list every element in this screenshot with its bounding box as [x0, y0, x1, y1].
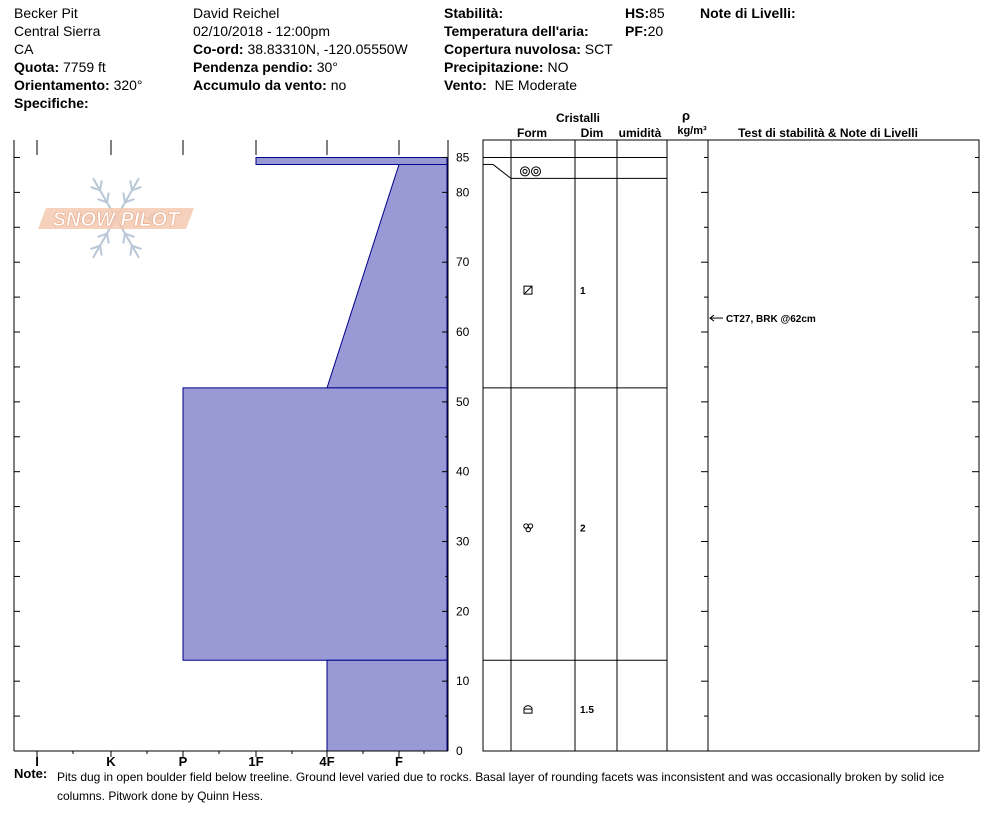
elevation-row: Quota: 7759 ft	[14, 59, 106, 75]
state-name: CA	[14, 41, 34, 57]
y-tick-label-30: 30	[456, 534, 470, 549]
x-tick-label-K: K	[106, 754, 116, 769]
precip-row: Precipitazione: NO	[444, 59, 569, 75]
grain-circle	[526, 527, 530, 531]
slope-value: 30°	[316, 59, 338, 75]
slope-row: Pendenza pendio: 30°	[193, 59, 338, 75]
wind-load-value: no	[330, 77, 347, 93]
surface-circle	[532, 167, 541, 176]
wind-load-row: Accumulo da vento: no	[193, 77, 347, 93]
y-tick-label-10: 10	[456, 674, 470, 689]
logo-text: SNOW PILOT	[52, 209, 180, 231]
elevation-value: 7759 ft	[63, 59, 106, 75]
precip-value: NO	[547, 59, 569, 75]
snowflake-branch	[130, 180, 132, 190]
crystal-size-0: 1	[580, 286, 586, 298]
surface-inner-circle	[523, 169, 527, 173]
y-tick-label-50: 50	[456, 394, 470, 409]
rho-header: ρ	[681, 108, 691, 123]
hs-row: HS:85	[625, 5, 665, 21]
aspect-row: Orientamento: 320°	[14, 77, 143, 93]
rounding-facets-icon	[524, 706, 532, 714]
snowflake-branch	[123, 234, 125, 244]
y-tick-label-60: 60	[456, 325, 470, 340]
dim-header: Dim	[580, 126, 604, 140]
hardness-profile	[183, 157, 447, 751]
wind-row: Vento: NE Moderate	[444, 77, 578, 93]
x-tick-label-F: F	[395, 754, 403, 769]
x-tick-label-I: I	[35, 754, 39, 769]
x-tick-label-4F: 4F	[319, 754, 335, 769]
air-temp-row: Temperatura dell'aria:	[444, 23, 589, 39]
snowpilot-logo	[38, 178, 194, 258]
form-header: Form	[517, 126, 547, 140]
y-tick-label-40: 40	[456, 464, 470, 479]
rounded-grains-icon	[524, 524, 533, 532]
y-tick-label-85: 85	[456, 150, 470, 165]
hs-value: 85	[649, 5, 665, 21]
observer-name: David Reichel	[193, 5, 280, 21]
stability-row: Stabilità:	[444, 5, 504, 21]
snowflake-branch	[123, 193, 125, 203]
crystal-size-2: 1.5	[580, 705, 594, 717]
notes-label: Note:	[14, 766, 48, 781]
y-tick-label-70: 70	[456, 255, 470, 270]
surface-circle	[521, 167, 530, 176]
snowflake-branch	[100, 246, 102, 256]
notes-text: Pits dug in open boulder field below treeline. Ground level varied due to rocks. Basal layer of rounding facets was inconsistent and was occasionally broken by solid ice columns. Pitwork done by Quinn Hess.	[57, 770, 945, 803]
layer-table	[483, 108, 979, 751]
hardness-layer-1	[327, 164, 447, 387]
y-tick-label-80: 80	[456, 185, 470, 200]
wind-value: NE Moderate	[494, 77, 578, 93]
layer-notes-header: Note di Livelli:	[700, 5, 796, 21]
hardness-layer-3	[327, 660, 447, 751]
snowflake-branch	[107, 193, 109, 203]
density-unit-header: kg/m³	[677, 125, 707, 137]
coord-row: Co-ord: 38.83310N, -120.05550W	[193, 41, 408, 57]
moisture-header: umidità	[618, 126, 662, 140]
cloud-row: Copertura nuvolosa: SCT	[444, 41, 613, 57]
y-tick-label-0: 0	[456, 744, 463, 758]
specifics-row: Specifiche:	[14, 95, 89, 111]
table-frame	[483, 140, 979, 751]
range-name: Central Sierra	[14, 23, 101, 39]
crystal-size-1: 2	[580, 523, 586, 535]
layer-boundary-82	[493, 164, 667, 178]
date-time: 02/10/2018 - 12:00pm	[193, 23, 330, 39]
surface-hoar-icon	[521, 167, 541, 176]
stability-test-label-0: CT27, BRK @62cm	[726, 314, 816, 326]
pf-row: PF:20	[625, 23, 664, 39]
x-tick-label-1F: 1F	[248, 754, 264, 769]
aspect-value: 320°	[113, 77, 143, 93]
snowflake-branch	[107, 234, 109, 244]
pit-name: Becker Pit	[14, 5, 78, 21]
faceted-square-icon	[524, 286, 532, 294]
hardness-layer-2	[183, 388, 447, 660]
hardness-layer-0	[256, 157, 447, 164]
cloud-value: SCT	[584, 41, 613, 57]
tests-header: Test di stabilità & Note di Livelli	[738, 126, 918, 140]
crystals-header: Cristalli	[555, 111, 601, 125]
y-tick-label-20: 20	[456, 604, 470, 619]
snowflake-branch	[130, 246, 132, 256]
facet-diagonal	[524, 286, 532, 294]
snowflake-branch	[100, 180, 102, 190]
pf-value: 20	[647, 23, 664, 39]
surface-inner-circle	[534, 169, 538, 173]
x-tick-label-P: P	[178, 754, 188, 769]
coord-value: 38.83310N, -120.05550W	[247, 41, 408, 57]
